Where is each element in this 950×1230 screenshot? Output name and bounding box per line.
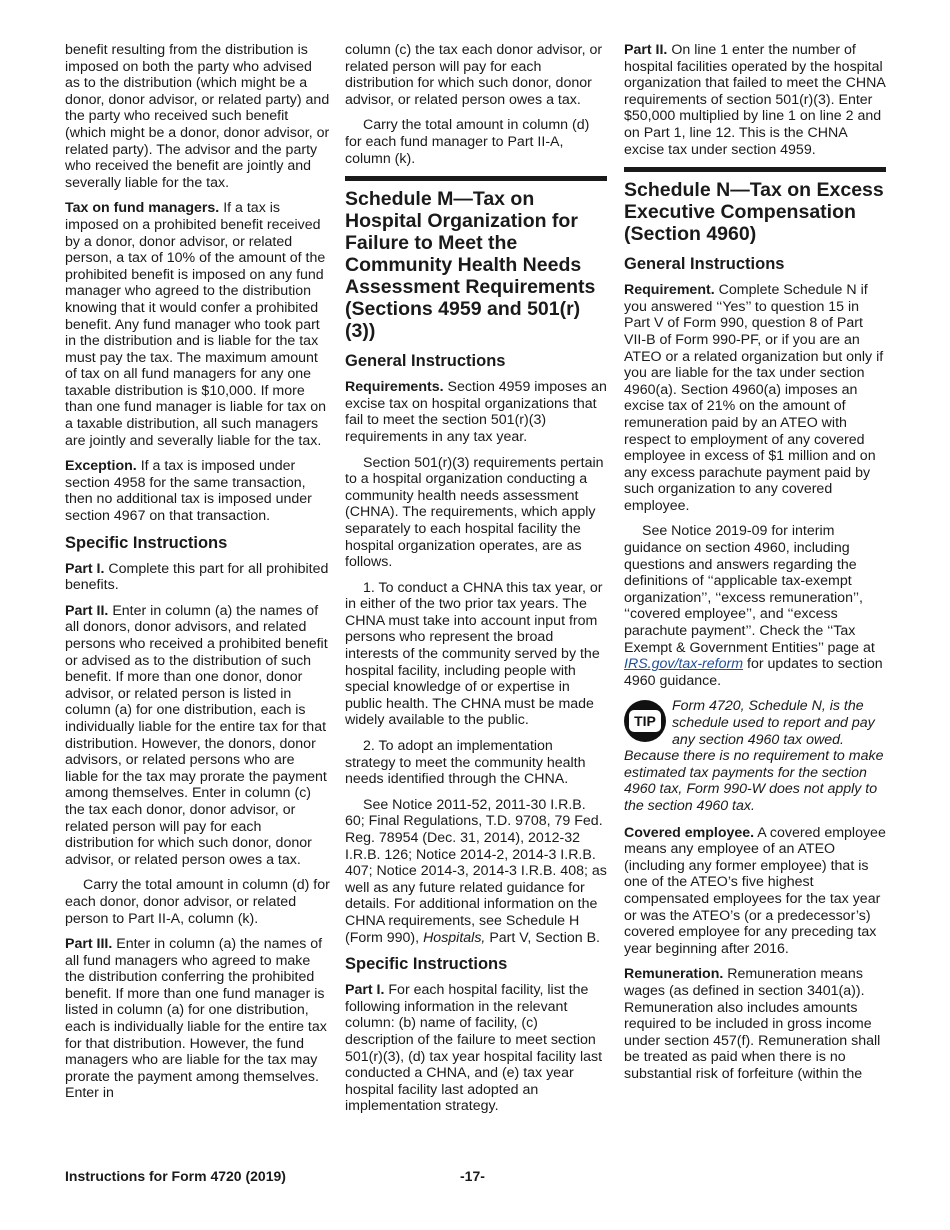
paragraph: column (c) the tax each donor advisor, or related person will pay for each distribution for which such donor, donor advisor, or related person owes a tax. — [345, 42, 603, 108]
irs-tax-reform-link[interactable]: IRS.gov/tax-reform — [624, 656, 744, 673]
paragraph-part-3 — [65, 936, 330, 1102]
paragraph-body: Enter in column (a) the names of all fund managers who agreed to make the distribution conferring the prohibited benefit. If more than one fund manager is listed in column (a) for one distribution, each is individually liable for the entire tax for that distribution. However, the fund managers who are liable for the tax may prorate the payment among themselves. Enter in — [65, 936, 327, 1102]
paragraph-body: Part V, Section B. — [489, 929, 600, 946]
paragraph: benefit resulting from the distribution is imposed on both the party who advised as to the distribution (which might be a donor, donor advisor, or related party) and the party who received such benefit (which might be a donor, donor advisor, or related party). The advisor and the party who received the benefit are jointly and severally liable for the tax. — [65, 42, 330, 191]
run-in-heading: Remuneration. — [624, 966, 724, 983]
run-in-heading: Covered employee. — [624, 824, 755, 841]
schedule-n-title: Schedule N—Tax on Excess Executive Compensation (Section 4960) — [624, 167, 886, 245]
section-heading: Specific Instructions — [345, 955, 508, 974]
run-in-heading: Part I. — [345, 982, 385, 999]
run-in-heading: Requirements. — [345, 379, 444, 396]
paragraph-see-notice — [345, 797, 607, 946]
paragraph-covered-employee — [624, 825, 886, 958]
italic-text: Hospitals, — [423, 929, 486, 946]
paragraph-body: See Notice 2019-09 for interim guidance on section 4960, including questions and answers regarding the definitions of ‘‘applicable tax-exempt organization’’, ‘‘excess remuneration’’, ‘‘covered employee’’, and ‘‘excess parachute payment’’. Check the ‘‘Tax Exempt & Government Entities’’ page at — [624, 523, 875, 656]
paragraph-body: If a tax is imposed on a prohibited benefit received by a donor, donor advisor, or related person, a tax of 10% of the amount of the prohibited benefit is imposed on any fund manager who agreed to the distribution knowing that it would confer a prohibited benefit. Any fund manager who took part in the distribution and is liable for the tax must pay the tax. The maximum amount of tax on all fund managers for any one taxable distribution is $10,000. If more than one fund manager is liable for tax on a taxable distribution, all such managers are jointly and severally liable for the tax. — [65, 200, 327, 449]
list-item: 2. To adopt an implementation strategy to meet the community health needs identified through the CHNA. — [345, 738, 586, 788]
column-middle — [345, 42, 607, 1124]
paragraph: Section 501(r)(3) requirements pertain to a hospital organization conducting a community health needs assessment (CHNA). The requirements, which apply separately to each hospital facility the hospital organization operates, are as follows. — [345, 454, 604, 571]
run-in-heading: Tax on fund managers. — [65, 200, 220, 217]
paragraph: Carry the total amount in column (d) for each fund manager to Part II-A, column (k). — [345, 117, 590, 167]
paragraph-exception — [65, 458, 330, 524]
run-in-heading: Part III. — [65, 936, 113, 953]
paragraph-part-2 — [65, 603, 330, 869]
run-in-heading: Part II. — [624, 42, 668, 58]
list-item: 1. To conduct a CHNA this tax year, or in either of the two prior tax years. The CHNA must take into account input from persons who represent the broad interests of the community served by the hospital facility, including people with special knowledge of or expertise in public health. The CHNA must be made widely available to the public. — [345, 579, 603, 729]
section-heading: General Instructions — [345, 352, 506, 371]
paragraph-body: Complete this part for all prohibited benefits. — [65, 560, 329, 594]
paragraph-body: For each hospital facility, list the following information in the relevant column: (b) name of facility, (c) description of the failure to meet section 501(r)(3), (d) tax year hospital facility last conducted a CHNA, and (e) tax year hospital facility last adopted an implementation strategy. — [345, 982, 603, 1115]
tip-text: Form 4720, Schedule N, is the schedule used to report and pay any section 4960 tax owed. Because there is no requirement to make estimated tax payments for the section 4960 tax, Form 990-W does not apply to the section 4960 tax. — [624, 698, 884, 814]
run-in-heading: Exception. — [65, 458, 137, 475]
tip-label: TIP — [629, 710, 661, 732]
paragraph-body: On line 1 enter the number of hospital facilities operated by the hospital organization that failed to meet the CHNA requirements of section 501(r)(3). Enter $50,000 multiplied by line 1 on line 2 and on Part 1, line 12. This is the CHNA excise tax under section 4959. — [624, 42, 886, 158]
paragraph-body: Remuneration means wages (as defined in section 3401(a)). Remuneration also includes amounts required to be included in gross income under section 457(f). Remuneration shall be treated as paid when there is no substantial risk of forfeiture (within the — [624, 966, 881, 1082]
tip-box — [624, 698, 886, 814]
paragraph-body: See Notice 2011-52, 2011-30 I.R.B. 60; Final Regulations, T.D. 9708, 79 Fed. Reg. 78954 (Dec. 31, 2014), 2012-32 I.R.B. 126; Notice 2014-2, 2014-3 I.R.B. 407; Notice 2014-3, 2014-3 I.R.B. 408; as well as any future related guidance for details. For additional information on the CHNA requirements, see Schedule H (Form 990), — [345, 796, 607, 946]
paragraph-fund-managers — [65, 200, 330, 449]
section-heading: Specific Instructions — [65, 533, 228, 552]
paragraph-part-1 — [65, 561, 330, 594]
paragraph-see-notice — [624, 523, 886, 689]
paragraph-body: Section 4959 imposes an excise tax on hospital organizations that fail to meet the section 501(r)(3) requirements in any tax year. — [345, 379, 607, 445]
column-right — [624, 42, 886, 1091]
run-in-heading: Requirement. — [624, 282, 715, 299]
schedule-m-title: Schedule M—Tax on Hospital Organization for Failure to Meet the Community Health Needs Assessment Requirements (Sections 4959 and 501(r)(3)) — [345, 176, 607, 342]
paragraph-body: If a tax is imposed under section 4958 for the same transaction, then no additional tax is imposed under section 4967 on that transaction. — [65, 458, 312, 525]
footer-form-title: Instructions for Form 4720 (2019) — [65, 1168, 286, 1184]
paragraph-body: Complete Schedule N if you answered ‘‘Yes’’ to question 15 in Part V of Form 990, question 8 of Part VII-B of Form 990-PF, or if you are an ATEO or a related organization but only if you are liable for the tax under section 4960(a). Section 4960(a) imposes an excise tax of 21% on the amount of remuneration paid by an ATEO with respect to employment of any covered employee in excess of $1 million and on any excess parachute payment paid by such organization to any covered employee. — [624, 282, 884, 514]
paragraph-requirements — [345, 379, 607, 445]
paragraph: Carry the total amount in column (d) for each donor, donor advisor, or related person to Part II-A, column (k). — [65, 877, 330, 927]
paragraph-part-2 — [624, 42, 886, 158]
paragraph-part-1 — [345, 982, 607, 1115]
page-number: -17- — [460, 1168, 485, 1184]
paragraph-body: A covered employee means any employee of an ATEO (including any former employee) that is one of the ATEO’s five highest compensated employees for the tax year or was the ATEO’s (or a predecessor’s) covered employee for any preceding tax year beginning after 2016. — [624, 824, 886, 957]
run-in-heading: Part II. — [65, 602, 109, 619]
paragraph-body: for updates to section 4960 guidance. — [624, 656, 883, 689]
paragraph-remuneration — [624, 966, 886, 1082]
run-in-heading: Part I. — [65, 560, 105, 577]
paragraph-requirement — [624, 282, 886, 514]
section-heading: General Instructions — [624, 255, 785, 274]
column-left — [65, 42, 330, 1111]
paragraph-body: Enter in column (a) the names of all donors, donor advisors, and related persons who received a prohibited benefit or advised as to the distribution of such benefit. If more than one donor, donor advisor, or related person is listed in column (a) for one distribution, each is individually liable for the entire tax for that distribution. However, the donors, donor advisors, or related persons who are liable for the tax may prorate the payment among themselves. Enter in column (c) the tax each donor, donor advisor, or related person will pay for each distribution for which such donor, donor advisor, or related person owes a tax. — [65, 602, 328, 868]
